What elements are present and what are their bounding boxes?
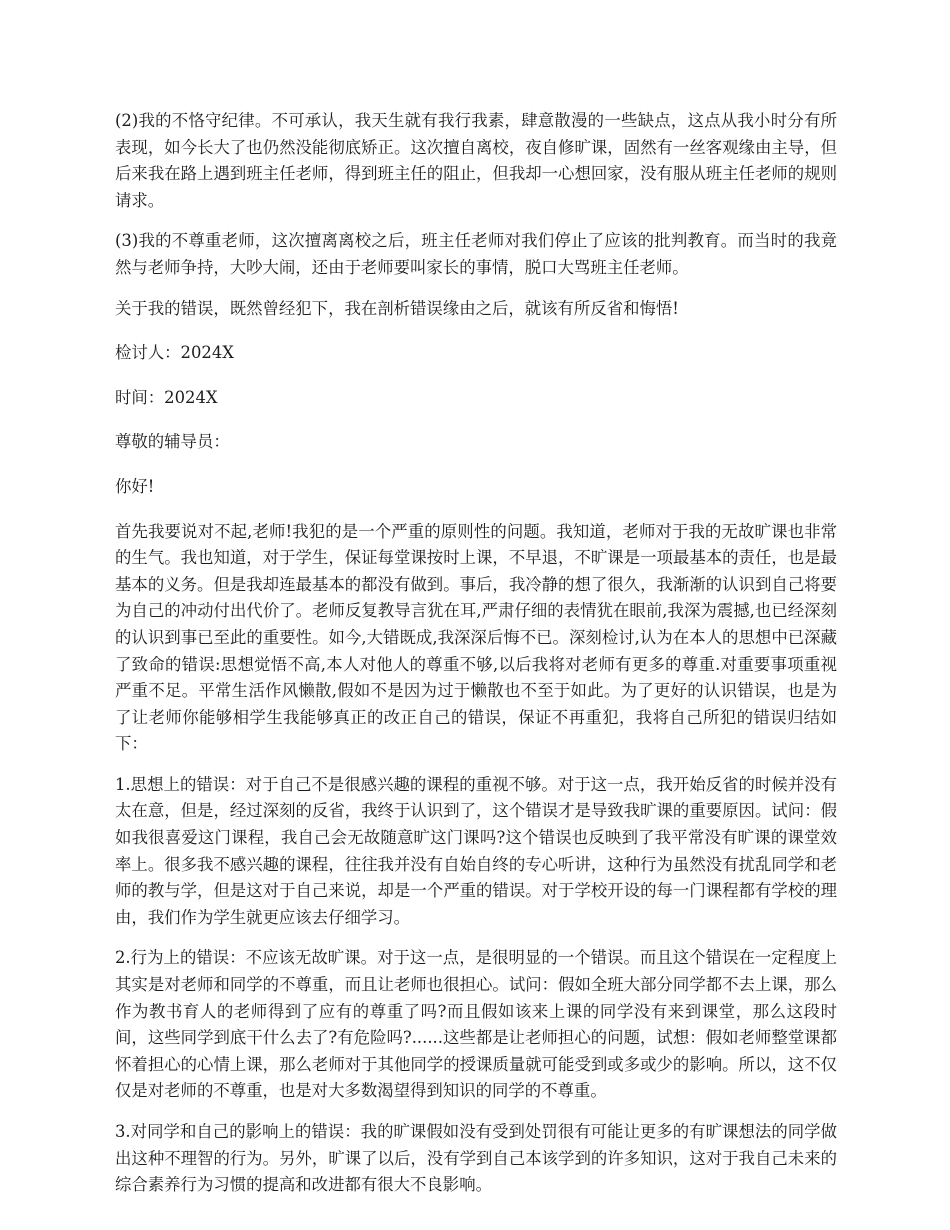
paragraph-discipline: (2)我的不恪守纪律。不可承认，我天生就有我行我素，肆意散漫的一些缺点，这点从我小时分有所表现，如今长大了也仍然没能彻底矫正。这次擅自离校，夜自修旷课，固然有一丝客观缘由主导，但后来我在路上遇到班主任老师，得到班主任的阻止，但我却一心想回家，没有服从班主任老师的规则请求。 — [115, 111, 837, 210]
paragraph-disrespect: (3)我的不尊重老师，这次擅离离校之后，班主任老师对我们停止了应该的批判教育。而当时的我竟然与老师争持，大吵大闹，还由于老师要叫家长的事情，脱口大骂班主任老师。 — [115, 231, 837, 277]
paragraph-reflection: 关于我的错误，既然曾经犯下，我在剖析错误缘由之后，就该有所反省和悔悟! — [115, 298, 679, 318]
greeting: 你好! — [115, 476, 155, 496]
document-body — [115, 108, 837, 1213]
salutation: 尊敬的辅导员： — [115, 432, 230, 452]
paragraph-apology: 首先我要说对不起,老师!我犯的是一个严重的原则性的问题。我知道，老师对于我的无故旷课也非常的生气。我也知道，对于学生，保证每堂课按时上课，不早退，不旷课是一项最基本的责任，也是最基本的义务。但是我却连最基本的都没有做到。事后，我冷静的想了很久，我渐渐的认识到自己将要为自己的冲动付出代价了。老师反复教导言犹在耳,严肃仔细的表情犹在眼前,我深为震撼,也已经深刻的认识到事已至此的重要性。如今,大错既成,我深深后悔不已。深刻检讨,认为在本人的思想中已深藏了致命的错误:思想觉悟不高,本人对他人的尊重不够,以后我将对老师有更多的尊重.对重要事项重视严重不足。平常生活作风懒散,假如不是因为过于懒散也不至于如此。为了更好的认识错误，也是为了让老师你能够相学生我能够真正的改正自己的错误，保证不再重犯，我将自己所犯的错误归结如下： — [115, 521, 837, 754]
paragraph-error-influence: 3.对同学和自己的影响上的错误：我的旷课假如没有受到处罚很有可能让更多的有旷课想法的同学做出这种不理智的行为。另外，旷课了以后，没有学到自己本该学到的许多知识，这对于我自己未来的综合素养行为习惯的提高和改进都有很大不良影响。 — [115, 1122, 837, 1195]
signature-author: 检讨人：2024X — [115, 343, 234, 363]
paragraph-error-behavior: 2.行为上的错误：不应该无故旷课。对于这一点，是很明显的一个错误。而且这个错误在一定程度上其实是对老师和同学的不尊重，而且让老师也很担心。试问：假如全班大部分同学都不去上课，那么作为教书育人的老师得到了应有的尊重了吗?而且假如该来上课的同学没有来到课堂，那么这段时间，这些同学到底干什么去了?有危险吗?......这些都是让老师担心的问题，试想：假如老师整堂课都怀着担心的心情上课，那么老师对于其他同学的授课质量就可能受到或多或少的影响。所以，这不仅仅是对老师的不尊重，也是对大多数渴望得到知识的同学的不尊重。 — [115, 948, 837, 1101]
paragraph-error-thought: 1.思想上的错误：对于自己不是很感兴趣的课程的重视不够。对于这一点，我开始反省的时候并没有太在意，但是，经过深刻的反省，我终于认识到了，这个错误才是导致我旷课的重要原因。试问：假如我很喜爱这门课程，我自己会无故随意旷这门课吗?这个错误也反映到了我平常没有旷课的课堂效率上。很多我不感兴趣的课程，往往我并没有自始自终的专心听讲，这种行为虽然没有扰乱同学和老师的教与学，但是这对于自己来说，却是一个严重的错误。对于学校开设的每一门课程都有学校的理由，我们作为学生就更应该去仔细学习。 — [115, 774, 837, 927]
signature-date: 时间：2024X — [115, 387, 218, 407]
